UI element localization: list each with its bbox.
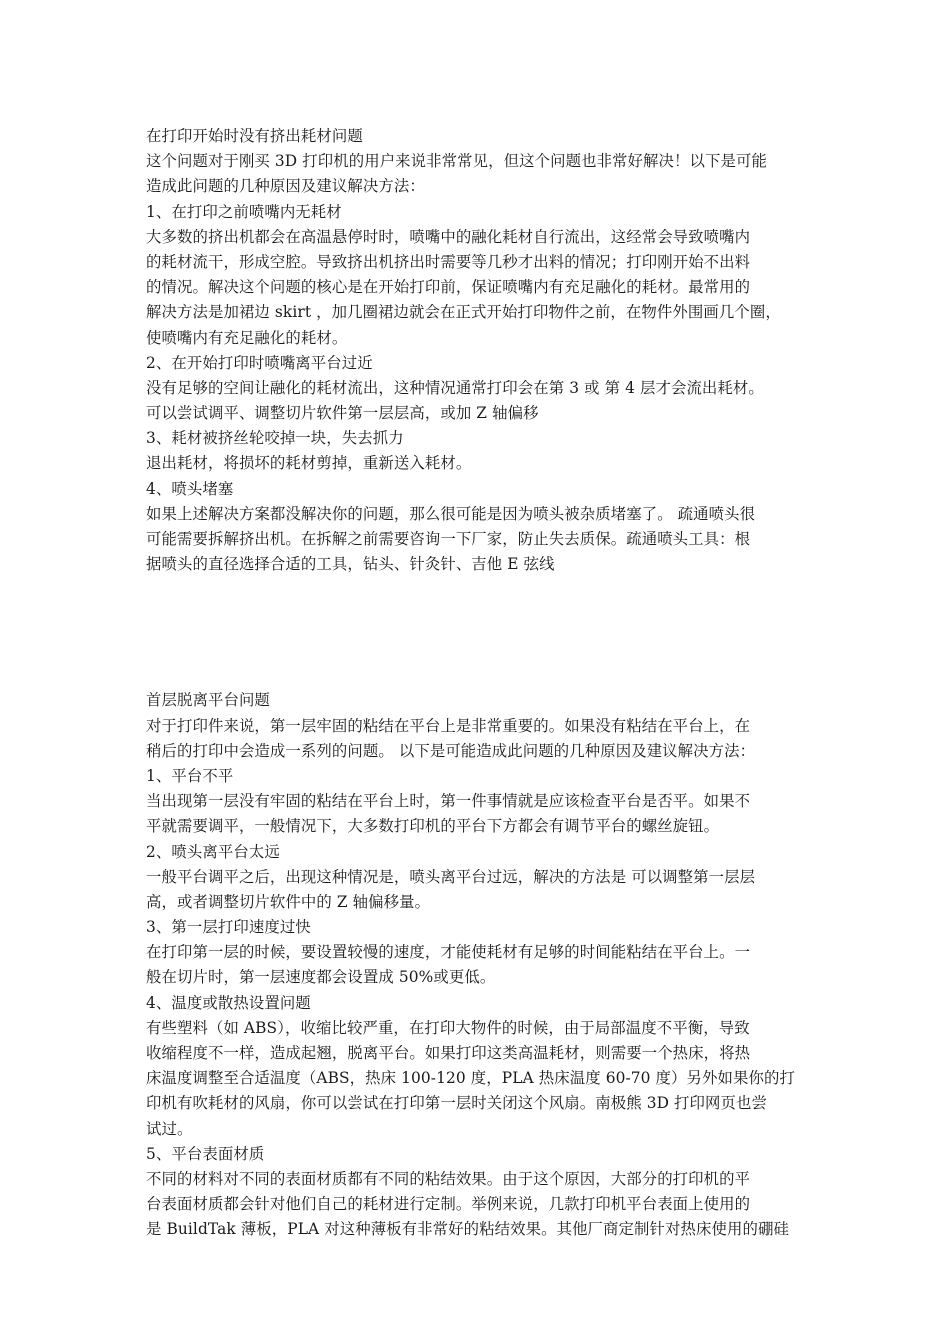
section-title: 在打印开始时没有挤出耗材问题: [146, 127, 363, 145]
paragraph-line: 试过。: [146, 1119, 193, 1138]
paragraph-line: 使喷嘴内有充足融化的耗材。: [146, 328, 348, 347]
paragraph-line: 4、喷头堵塞: [146, 479, 234, 498]
paragraph-line: 造成此问题的几种原因及建议解决方法：: [146, 177, 425, 196]
paragraph-line: 可能需要拆解挤出机。在拆解之前需要咨询一下厂家，防止失去质保。疏通喷头工具：根: [146, 530, 751, 548]
paragraph-line: 退出耗材，将损坏的耗材剪掉，重新送入耗材。: [146, 454, 472, 473]
paragraph-line: 稍后的打印中会造成一系列的问题。 以下是可能造成此问题的几种原因及建议解决方法：: [146, 741, 756, 760]
paragraph-line: 5、平台表面材质: [146, 1144, 265, 1163]
paragraph-line: 的情况。解决这个问题的核心是在开始打印前，保证喷嘴内有充足融化的耗材。最常用的: [146, 278, 751, 297]
paragraph-line: 3、耗材被挤丝轮咬掉一块，失去抓力: [146, 429, 404, 448]
paragraph-line: 是 BuildTak 薄板，PLA 对这种薄板有非常好的粘结效果。其他厂商定制针对热床使用的硼硅: [146, 1220, 789, 1239]
paragraph-line: 2、喷头离平台太远: [146, 842, 280, 861]
paragraph-line: 3、第一层打印速度过快: [146, 918, 311, 937]
paragraph-line: 2、在开始打印时喷嘴离平台过近: [146, 353, 373, 372]
paragraph-line: 大多数的挤出机都会在高温悬停时时，喷嘴中的融化耗材自行流出，这经常会导致喷嘴内: [146, 227, 751, 246]
paragraph-line: 不同的材料对不同的表面材质都有不同的粘结效果。由于这个原因，大部分的打印机的平: [146, 1169, 751, 1188]
paragraph-line: 可以尝试调平、调整切片软件第一层层高，或加 Z 轴偏移: [146, 404, 539, 423]
paragraph-line: 4、温度或散热设置问题: [146, 993, 311, 1012]
paragraph-line: 解决方法是加裙边 skirt ，加几圈裙边就会在正式开始打印物件之前，在物件外围画几个圈，: [146, 303, 781, 322]
paragraph-line: 如果上述解决方案都没解决你的问题，那么很可能是因为喷头被杂质堵塞了。 疏通喷头很: [146, 504, 756, 523]
document-page: [146, 124, 818, 1243]
paragraph-line: 1、在打印之前喷嘴内无耗材: [146, 202, 342, 221]
paragraph-line: 据喷头的直径选择合适的工具，钻头、针灸针、吉他 E 弦线: [146, 555, 555, 574]
paragraph-line: 收缩程度不一样，造成起翘，脱离平台。如果打印这类高温耗材，则需要一个热床，将热: [146, 1044, 751, 1062]
paragraph-line: 这个问题对于刚买 3D 打印机的用户来说非常常见，但这个问题也非常好解决！以下是可能: [146, 152, 767, 171]
paragraph-line: 1、平台不平: [146, 766, 234, 785]
paragraph-line: 在打印第一层的时候，要设置较慢的速度，才能使耗材有足够的时间能粘结在平台上。一: [146, 943, 751, 962]
section-extrusion-problem: [146, 124, 818, 577]
paragraph-line: 有些塑料（如 ABS），收缩比较严重，在打印大物件的时候，由于局部温度不平衡，导致: [146, 1018, 750, 1037]
paragraph-line: 没有足够的空间让融化的耗材流出，这种情况通常打印会在第 3 或 第 4 层才会流出耗材。: [146, 378, 764, 397]
paragraph-line: 床温度调整至合适温度（ABS，热床 100-120 度，PLA 热床温度 60-70 度）另外如果你的打: [146, 1069, 795, 1088]
section-title: 首层脱离平台问题: [146, 691, 270, 710]
paragraph-line: 台表面材质都会针对他们自己的耗材进行定制。举例来说，几款打印机平台表面上使用的: [146, 1195, 751, 1214]
paragraph-line: 般在切片时，第一层速度都会设置成 50%或更低。: [146, 968, 496, 987]
paragraph-line: 对于打印件来说，第一层牢固的粘结在平台上是非常重要的。如果没有粘结在平台上，在: [146, 716, 751, 735]
paragraph-line: 印机有吹耗材的风扇，你可以尝试在打印第一层时关闭这个风扇。南极熊 3D 打印网页也尝: [146, 1094, 767, 1113]
paragraph-line: 当出现第一层没有牢固的粘结在平台上时，第一件事情就是应该检查平台是否平。如果不: [146, 792, 751, 811]
paragraph-line: 平就需要调平，一般情况下，大多数打印机的平台下方都会有调节平台的螺丝旋钮。: [146, 817, 720, 836]
section-spacer: [146, 577, 818, 688]
paragraph-line: 的耗材流干，形成空腔。导致挤出机挤出时需要等几秒才出料的情况；打印刚开始不出料: [146, 252, 751, 271]
paragraph-line: 高，或者调整切片软件中的 Z 轴偏移量。: [146, 892, 431, 911]
paragraph-line: 一般平台调平之后，出现这种情况是，喷头离平台过远，解决的方法是 可以调整第一层层: [146, 867, 756, 886]
section-first-layer-problem: [146, 688, 818, 1242]
